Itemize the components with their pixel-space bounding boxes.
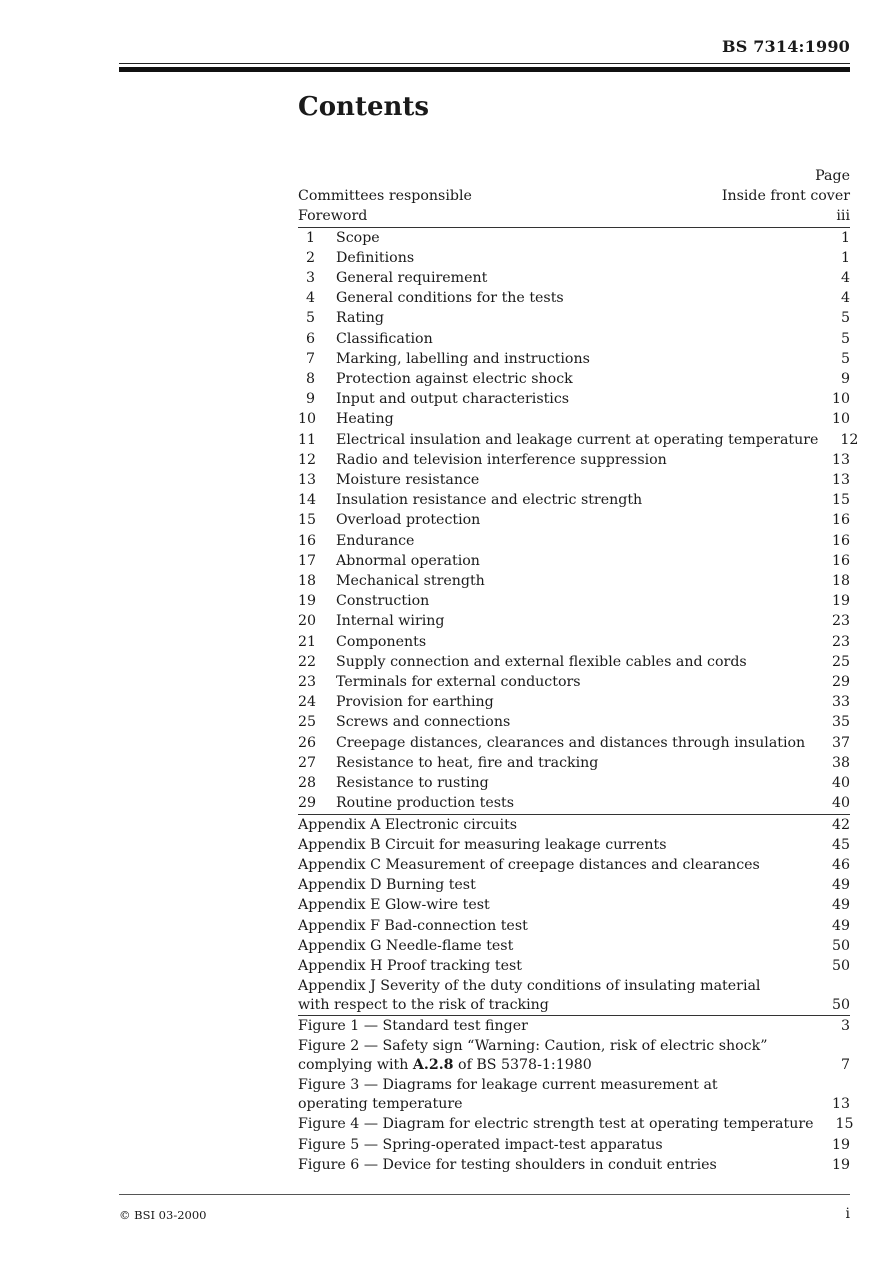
toc-clause-number: 13: [298, 472, 317, 489]
table-of-contents: [298, 166, 859, 1175]
toc-entry-appendix[interactable]: [298, 895, 850, 915]
toc-entry-label: General requirement: [336, 270, 488, 287]
toc-entry-appendix[interactable]: [298, 814, 850, 835]
toc-entry-clause-8[interactable]: [298, 369, 850, 389]
toc-clause-number: 23: [298, 674, 317, 691]
toc-entry-page: iii: [836, 208, 850, 225]
toc-entry-appendix[interactable]: [298, 956, 850, 976]
toc-entry-label: Marking, labelling and instructions: [336, 350, 590, 367]
toc-entry-figure-5[interactable]: [298, 1135, 850, 1155]
toc-entry-label: Definitions: [336, 249, 415, 266]
toc-entry-appendix[interactable]: [298, 936, 850, 956]
toc-clause-number: 3: [306, 270, 316, 287]
toc-entry-figure-4[interactable]: [298, 1114, 854, 1134]
toc-entry-page: 38: [831, 754, 850, 771]
toc-entry-page: 23: [831, 613, 850, 630]
toc-entry-clause-21[interactable]: [298, 632, 850, 652]
toc-entry-label: Figure 4 — Diagram for electric strength test at operating temperature: [298, 1116, 814, 1133]
toc-entry-clause-20[interactable]: [298, 611, 850, 631]
toc-entry-label: Components: [336, 633, 427, 650]
toc-entry-label: Appendix G Needle-flame test: [298, 937, 514, 954]
toc-entry-page: 13: [831, 1095, 850, 1112]
toc-entry-page: 50: [831, 996, 850, 1013]
toc-entry-page: 46: [831, 856, 850, 873]
toc-entry-label: Abnormal operation: [336, 552, 480, 569]
toc-entry-label-line-2: with respect to the risk of tracking: [298, 996, 549, 1013]
toc-entry-clause-9[interactable]: [298, 389, 850, 409]
toc-entry-label: Appendix F Bad-connection test: [298, 917, 528, 934]
toc-clause-number: 7: [306, 350, 316, 367]
toc-clause-number: 26: [298, 734, 317, 751]
toc-entry-page: 5: [840, 350, 850, 367]
toc-clause-number: 19: [298, 593, 317, 610]
label-text: of BS 5378-1:1980: [453, 1056, 592, 1073]
toc-entry-label: Input and output characteristics: [336, 391, 570, 408]
toc-entry-page: 23: [831, 633, 850, 650]
toc-entry-clause-25[interactable]: [298, 712, 850, 732]
toc-entry-page: 4: [840, 270, 850, 287]
toc-entry-page: 16: [831, 532, 850, 549]
toc-entry-label: Electrical insulation and leakage current at operating temperature: [336, 431, 819, 448]
toc-clause-number: 8: [306, 371, 316, 388]
toc-entry-page: 13: [831, 472, 850, 489]
toc-entry-clause-3[interactable]: [298, 268, 850, 288]
toc-entry-page: 7: [840, 1056, 850, 1073]
toc-entry-page: 19: [831, 1136, 850, 1153]
toc-entry-label-line-1: Figure 2 — Safety sign “Warning: Caution, risk of electric shock”: [298, 1038, 768, 1055]
toc-clause-number: 18: [298, 573, 317, 590]
toc-clause-number: 5: [306, 310, 316, 327]
toc-entry-label: Appendix D Burning test: [298, 877, 476, 894]
toc-entry-label: Creepage distances, clearances and distances through insulation: [336, 734, 806, 751]
toc-entry-label: Rating: [336, 310, 384, 327]
toc-clause-number: 15: [298, 512, 317, 529]
toc-entry-clause-12[interactable]: [298, 450, 850, 470]
toc-entry-clause-19[interactable]: [298, 591, 850, 611]
toc-clause-number: 20: [298, 613, 317, 630]
copyright-notice: © BSI 03-2000: [119, 1208, 207, 1222]
label-text: complying with: [298, 1056, 413, 1073]
toc-entry-label: Routine production tests: [336, 795, 515, 812]
toc-entry-page: 5: [840, 330, 850, 347]
toc-entry-label: Appendix A Electronic circuits: [298, 816, 518, 833]
toc-clause-number: 14: [298, 492, 317, 509]
header-rule-thick: [119, 67, 850, 72]
toc-entry-label: Figure 6 — Device for testing shoulders in conduit entries: [298, 1156, 717, 1173]
toc-entry-label: [298, 1076, 810, 1113]
toc-entry-label-line-1: Appendix J Severity of the duty conditions of insulating material: [298, 978, 761, 995]
toc-entry-label: Appendix B Circuit for measuring leakage currents: [298, 836, 667, 853]
toc-entry-label: Terminals for external conductors: [336, 674, 581, 691]
toc-entry-committees[interactable]: [298, 186, 850, 206]
toc-entry-label: Figure 1 — Standard test finger: [298, 1018, 528, 1035]
toc-entry-clause-11[interactable]: [298, 430, 859, 450]
toc-entry-page: 50: [831, 957, 850, 974]
toc-entry-label: Committees responsible: [298, 188, 472, 205]
toc-entry-label: Protection against electric shock: [336, 371, 573, 388]
toc-clause-number: 27: [298, 754, 317, 771]
toc-entry-label: Endurance: [336, 532, 415, 549]
toc-page-heading: Page: [815, 168, 850, 184]
toc-entry-page: 19: [831, 593, 850, 610]
toc-clause-number: 29: [298, 795, 317, 812]
toc-entry-page: 13: [831, 451, 850, 468]
toc-entry-label: Moisture resistance: [336, 472, 480, 489]
toc-clause-number: 25: [298, 714, 317, 731]
toc-entry-clause-26[interactable]: [298, 733, 850, 753]
toc-entry-label: Appendix H Proof tracking test: [298, 957, 522, 974]
toc-entry-label: [298, 977, 810, 1014]
toc-clause-number: 21: [298, 633, 317, 650]
toc-entry-page: 10: [831, 411, 850, 428]
toc-entry-clause-24[interactable]: [298, 692, 850, 712]
toc-entry-page: Inside front cover: [721, 188, 850, 205]
toc-entry-page: 12: [840, 431, 859, 448]
toc-entry-label: Appendix E Glow-wire test: [298, 897, 490, 914]
toc-entry-label: Construction: [336, 593, 430, 610]
toc-entry-page: 49: [831, 897, 850, 914]
toc-entry-clause-5[interactable]: [298, 308, 850, 328]
toc-clause-number: 17: [298, 552, 317, 569]
toc-entry-label: Provision for earthing: [336, 694, 494, 711]
toc-entry-figure-2[interactable]: [298, 1036, 850, 1075]
toc-entry-label: Insulation resistance and electric strength: [336, 492, 643, 509]
toc-entry-clause-7[interactable]: [298, 349, 850, 369]
toc-clause-number: 1: [306, 229, 316, 246]
toc-entry-page: 15: [831, 492, 850, 509]
toc-entry-clause-4[interactable]: [298, 288, 850, 308]
toc-clause-number: 6: [306, 330, 316, 347]
header-rule-thin: [119, 63, 850, 64]
toc-entry-clause-22[interactable]: [298, 652, 850, 672]
toc-entry-figure-6[interactable]: [298, 1155, 850, 1175]
toc-entry-figure-3[interactable]: [298, 1075, 850, 1114]
toc-entry-clause-14[interactable]: [298, 490, 850, 510]
toc-entry-clause-27[interactable]: [298, 753, 850, 773]
toc-entry-label: [298, 1037, 810, 1074]
toc-entry-clause-29[interactable]: [298, 793, 850, 813]
toc-clause-number: 12: [298, 451, 317, 468]
toc-clauses: [298, 227, 859, 814]
toc-entry-label: Overload protection: [336, 512, 481, 529]
toc-clause-number: 2: [306, 249, 316, 266]
toc-entry-label: Internal wiring: [336, 613, 445, 630]
toc-entry-page: 5: [840, 310, 850, 327]
toc-entry-page: 10: [831, 391, 850, 408]
toc-entry-label: General conditions for the tests: [336, 290, 564, 307]
toc-entry-appendix[interactable]: [298, 916, 850, 936]
toc-entry-label-line-1: Figure 3 — Diagrams for leakage current measurement at: [298, 1077, 718, 1094]
toc-entry-page: 18: [831, 573, 850, 590]
toc-entry-label: Foreword: [298, 208, 368, 225]
toc-entry-page: 50: [831, 937, 850, 954]
toc-entry-page: 33: [831, 694, 850, 711]
toc-entry-appendix[interactable]: [298, 875, 850, 895]
toc-clause-number: 4: [306, 290, 316, 307]
toc-entry-clause-2[interactable]: [298, 248, 850, 268]
toc-entry-page: 45: [831, 836, 850, 853]
toc-entry-appendix[interactable]: [298, 855, 850, 875]
toc-entry-page: 40: [831, 795, 850, 812]
toc-entry-page: 3: [840, 1018, 850, 1035]
clause-reference: A.2.8: [412, 1056, 454, 1073]
toc-entry-page: 37: [831, 734, 850, 751]
toc-entry-label-line-2: operating temperature: [298, 1095, 463, 1112]
toc-entry-page: 40: [831, 775, 850, 792]
toc-entry-clause-23[interactable]: [298, 672, 850, 692]
toc-entry-label: Radio and television interference suppression: [336, 451, 667, 468]
toc-entry-page: 16: [831, 512, 850, 529]
toc-entry-foreword[interactable]: [298, 206, 850, 226]
toc-entry-label: Resistance to rusting: [336, 775, 489, 792]
toc-entry-label: Scope: [336, 229, 380, 246]
page-number: i: [845, 1206, 850, 1222]
toc-entry-appendix[interactable]: [298, 835, 850, 855]
toc-entry-label: Heating: [336, 411, 394, 428]
toc-clause-number: 28: [298, 775, 317, 792]
toc-clause-number: 16: [298, 532, 317, 549]
toc-entry-clause-6[interactable]: [298, 329, 850, 349]
toc-entry-appendix[interactable]: [298, 976, 850, 1015]
toc-page-heading-row: [298, 166, 850, 186]
toc-entry-label: Supply connection and external flexible cables and cords: [336, 653, 747, 670]
toc-entry-clause-16[interactable]: [298, 531, 850, 551]
toc-entry-label: Mechanical strength: [336, 573, 485, 590]
toc-entry-label: Figure 5 — Spring-operated impact-test apparatus: [298, 1136, 663, 1153]
toc-entry-label: Screws and connections: [336, 714, 511, 731]
toc-entry-page: 1: [840, 229, 850, 246]
toc-entry-page: 25: [831, 653, 850, 670]
toc-clause-number: 22: [298, 653, 317, 670]
toc-clause-number: 11: [298, 431, 317, 448]
toc-appendices: [298, 814, 850, 1016]
toc-entry-clause-10[interactable]: [298, 409, 850, 429]
toc-entry-label: Resistance to heat, fire and tracking: [336, 754, 599, 771]
toc-entry-page: 15: [835, 1116, 854, 1133]
toc-entry-clause-15[interactable]: [298, 510, 850, 530]
toc-entry-clause-1[interactable]: [298, 227, 850, 248]
toc-entry-page: 35: [831, 714, 850, 731]
toc-entry-page: 9: [840, 371, 850, 388]
toc-entry-page: 4: [840, 290, 850, 307]
toc-entry-clause-28[interactable]: [298, 773, 850, 793]
toc-entry-page: 49: [831, 877, 850, 894]
toc-entry-clause-17[interactable]: [298, 551, 850, 571]
toc-clause-number: 10: [298, 411, 317, 428]
toc-entry-page: 16: [831, 552, 850, 569]
footer-rule: [119, 1194, 850, 1195]
toc-entry-label: Appendix C Measurement of creepage distances and clearances: [298, 856, 760, 873]
toc-entry-figure-1[interactable]: [298, 1015, 850, 1036]
toc-entry-clause-13[interactable]: [298, 470, 850, 490]
toc-entry-page: 49: [831, 917, 850, 934]
toc-entry-clause-18[interactable]: [298, 571, 850, 591]
page-title: Contents: [298, 92, 430, 122]
toc-entry-page: 42: [831, 816, 850, 833]
toc-entry-page: 1: [840, 249, 850, 266]
toc-entry-page: 19: [831, 1156, 850, 1173]
standard-number: BS 7314:1990: [721, 37, 850, 56]
toc-entry-label-line-2: [298, 1056, 810, 1075]
toc-clause-number: 9: [306, 391, 316, 408]
toc-entry-page: 29: [831, 674, 850, 691]
toc-clause-number: 24: [298, 694, 317, 711]
toc-entry-label: Classification: [336, 330, 433, 347]
